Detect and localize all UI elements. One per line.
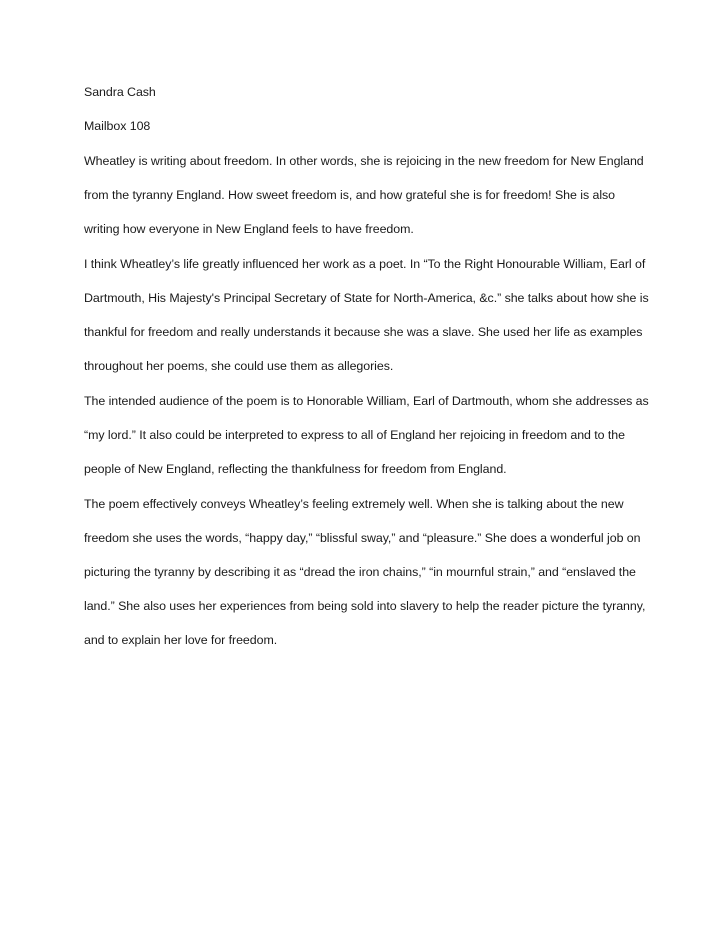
paragraph-line: land.” She also uses her experiences from being sold into slavery to help the reader picture the tyranny, (84, 599, 646, 613)
paragraph-line: The intended audience of the poem is to Honorable William, Earl of Dartmouth, whom she addresses as (84, 394, 649, 408)
paragraph-line: throughout her poems, she could use them as allegories. (84, 359, 394, 373)
paragraph-line: Dartmouth, His Majesty's Principal Secretary of State for North-America, &c.” she talks about how she is (84, 291, 649, 305)
paragraph-line: and to explain her love for freedom. (84, 633, 278, 647)
paragraph-1 (84, 153, 656, 237)
paragraph-line: Wheatley is writing about freedom. In other words, she is rejoicing in the new freedom for New England (84, 154, 644, 168)
paragraph-line: I think Wheatley’s life greatly influenced her work as a poet. In “To the Right Honourable William, Earl of (84, 257, 646, 271)
paragraph-line: from the tyranny England. How sweet freedom is, and how grateful she is for freedom! She is also (84, 188, 616, 202)
paragraph-line: picturing the tyranny by describing it as “dread the iron chains,” “in mournful strain,” and “enslaved the (84, 565, 636, 579)
document-body (84, 84, 656, 648)
paragraph-2 (84, 256, 656, 374)
paragraph-line: people of New England, reflecting the thankfulness for freedom from England. (84, 462, 507, 476)
mailbox-number: Mailbox 108 (84, 119, 151, 133)
paragraph-line: writing how everyone in New England feels to have freedom. (84, 222, 414, 236)
paragraph-line: freedom she uses the words, “happy day,” “blissful sway,” and “pleasure.” She does a wonderful job on (84, 531, 641, 545)
paragraph-line: thankful for freedom and really understands it because she was a slave. She used her life as examples (84, 325, 643, 339)
paragraph-4 (84, 496, 656, 648)
paragraph-line: “my lord.” It also could be interpreted to express to all of England her rejoicing in freedom and to the (84, 428, 625, 442)
author-name: Sandra Cash (84, 85, 156, 99)
paragraph-3 (84, 393, 656, 477)
paragraph-line: The poem effectively conveys Wheatley’s feeling extremely well. When she is talking about the new (84, 497, 624, 511)
